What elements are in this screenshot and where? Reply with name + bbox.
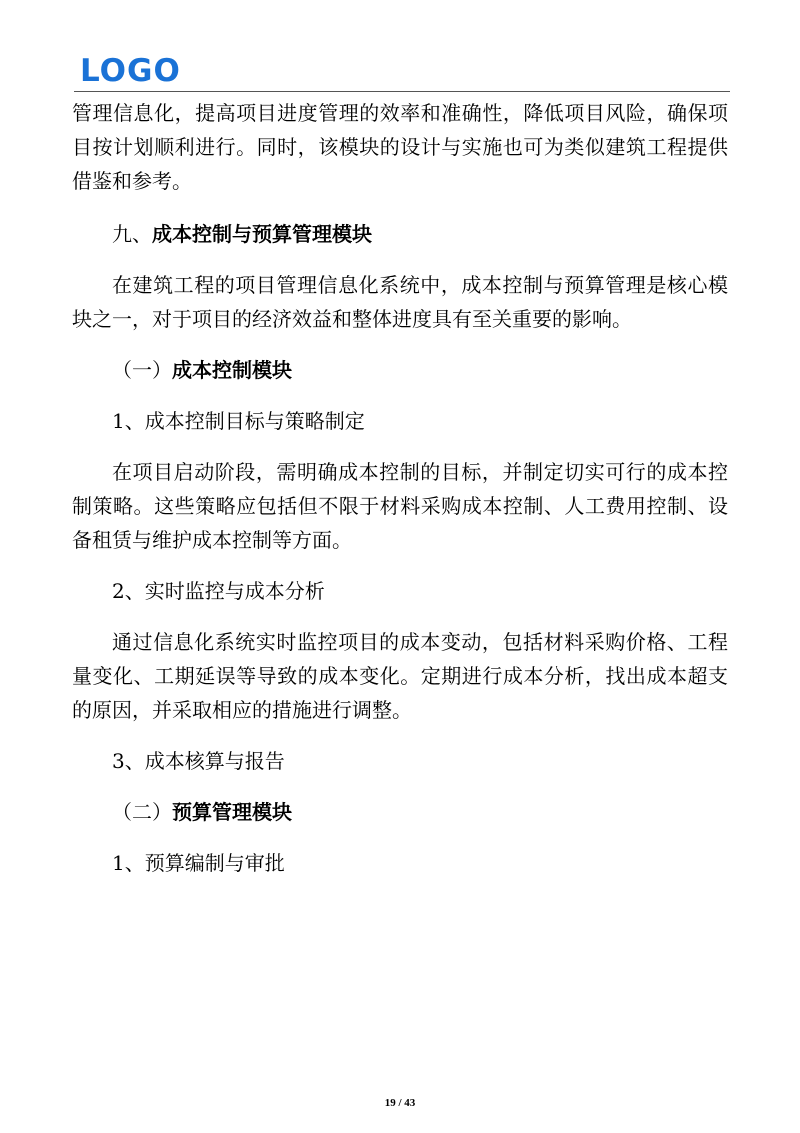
item-heading: 1、预算编制与审批: [112, 851, 285, 875]
section-heading: [72, 217, 728, 251]
section-intro-paragraph: 在建筑工程的项目管理信息化系统中，成本控制与预算管理是核心模块之一，对于项目的经济效益和整体进度具有至关重要的影响。: [72, 273, 728, 331]
subsection-heading: [72, 353, 728, 387]
item-paragraph: 在项目启动阶段，需明确成本控制的目标，并制定切实可行的成本控制策略。这些策略应包括但不限于材料采购成本控制、人工费用控制、设备租赁与维护成本控制等方面。: [72, 460, 728, 552]
item-heading: 3、成本核算与报告: [112, 749, 285, 773]
subsection-title: 预算管理模块: [172, 800, 292, 824]
section-number: 九、: [112, 222, 152, 246]
paragraph-continued: 管理信息化，提高项目进度管理的效率和准确性，降低项目风险，确保项目按计划顺利进行。同时，该模块的设计与实施也可为类似建筑工程提供借鉴和参考。: [72, 101, 728, 193]
header-divider: [74, 91, 730, 92]
item-paragraph: 通过信息化系统实时监控项目的成本变动，包括材料采购价格、工程量变化、工期延误等导致的成本变化。定期进行成本分析，找出成本超支的原因，并采取相应的措施进行调整。: [72, 630, 728, 722]
section-title: 成本控制与预算管理模块: [152, 222, 372, 246]
item-heading: 2、实时监控与成本分析: [112, 579, 325, 603]
subsection-number: （一）: [112, 358, 172, 382]
item-heading: 1、成本控制目标与策略制定: [112, 409, 365, 433]
document-body: [72, 96, 728, 880]
logo: LOGO: [80, 53, 181, 89]
subsection-title: 成本控制模块: [172, 358, 292, 382]
subsection-number: （二）: [112, 800, 172, 824]
subsection-heading: [72, 795, 728, 829]
page-number: 19 / 43: [384, 1097, 416, 1109]
